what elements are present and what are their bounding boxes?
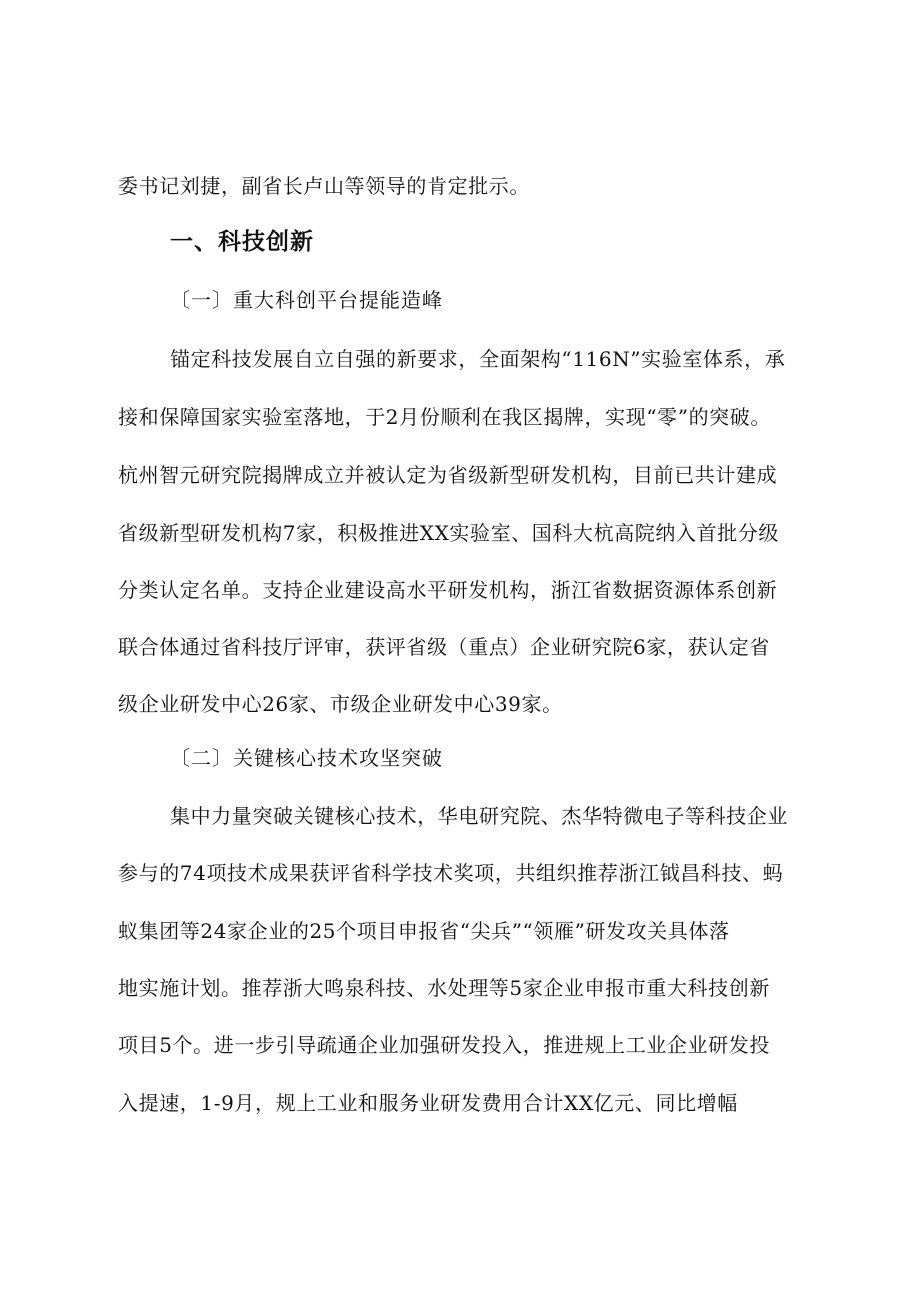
section-heading: 一、科技创新 bbox=[170, 229, 314, 255]
paragraph-line: 委书记刘捷，副省长卢山等领导的肯定批示。 bbox=[118, 174, 530, 198]
paragraph-line: 省级新型研发机构7家，积极推进XX实验室、国科大杭高院纳入首批分级 bbox=[118, 521, 780, 545]
paragraph-line: 蚁集团等24家企业的25个项目申报省“尖兵”“领雁”研发攻关具体落 bbox=[118, 919, 730, 943]
paragraph-line: 联合体通过省科技厅评审，获评省级（重点）企业研究院6家，获认定省 bbox=[118, 635, 770, 659]
paragraph-line: 项目5个。进一步引导疏通企业加强研发投入，推进规上工业企业研发投 bbox=[118, 1033, 770, 1057]
paragraph-line: 参与的74项技术成果获评省科学技术奖项，共组织推荐浙江钺昌科技、蚂 bbox=[118, 861, 784, 885]
paragraph-line: 集中力量突破关键核心技术，华电研究院、杰华特微电子等科技企业 bbox=[170, 804, 788, 828]
paragraph-line: 级企业研发中心26家、市级企业研发中心39家。 bbox=[118, 692, 563, 716]
paragraph-line: 接和保障国家实验室落地，于2月份顺利在我区揭牌，实现“零”的突破。 bbox=[118, 405, 771, 429]
subsection-heading: 〔一〕重大科创平台提能造峰 bbox=[170, 288, 443, 312]
paragraph-line: 锚定科技发展自立自强的新要求，全面架构“116N”实验室体系，承 bbox=[170, 347, 786, 371]
subsection-heading: 〔二〕关键核心技术攻坚突破 bbox=[170, 746, 443, 770]
paragraph-line: 杭州智元研究院揭牌成立并被认定为省级新型研发机构，目前已共计建成 bbox=[118, 463, 778, 487]
paragraph-line: 分类认定名单。支持企业建设高水平研发机构，浙江省数据资源体系创新 bbox=[118, 578, 778, 602]
paragraph-line: 入提速，1-9月，规上工业和服务业研发费用合计XX亿元、同比增幅 bbox=[118, 1091, 738, 1115]
paragraph-line: 地实施计划。推荐浙大鸣泉科技、水处理等5家企业申报市重大科技创新 bbox=[118, 976, 770, 1000]
